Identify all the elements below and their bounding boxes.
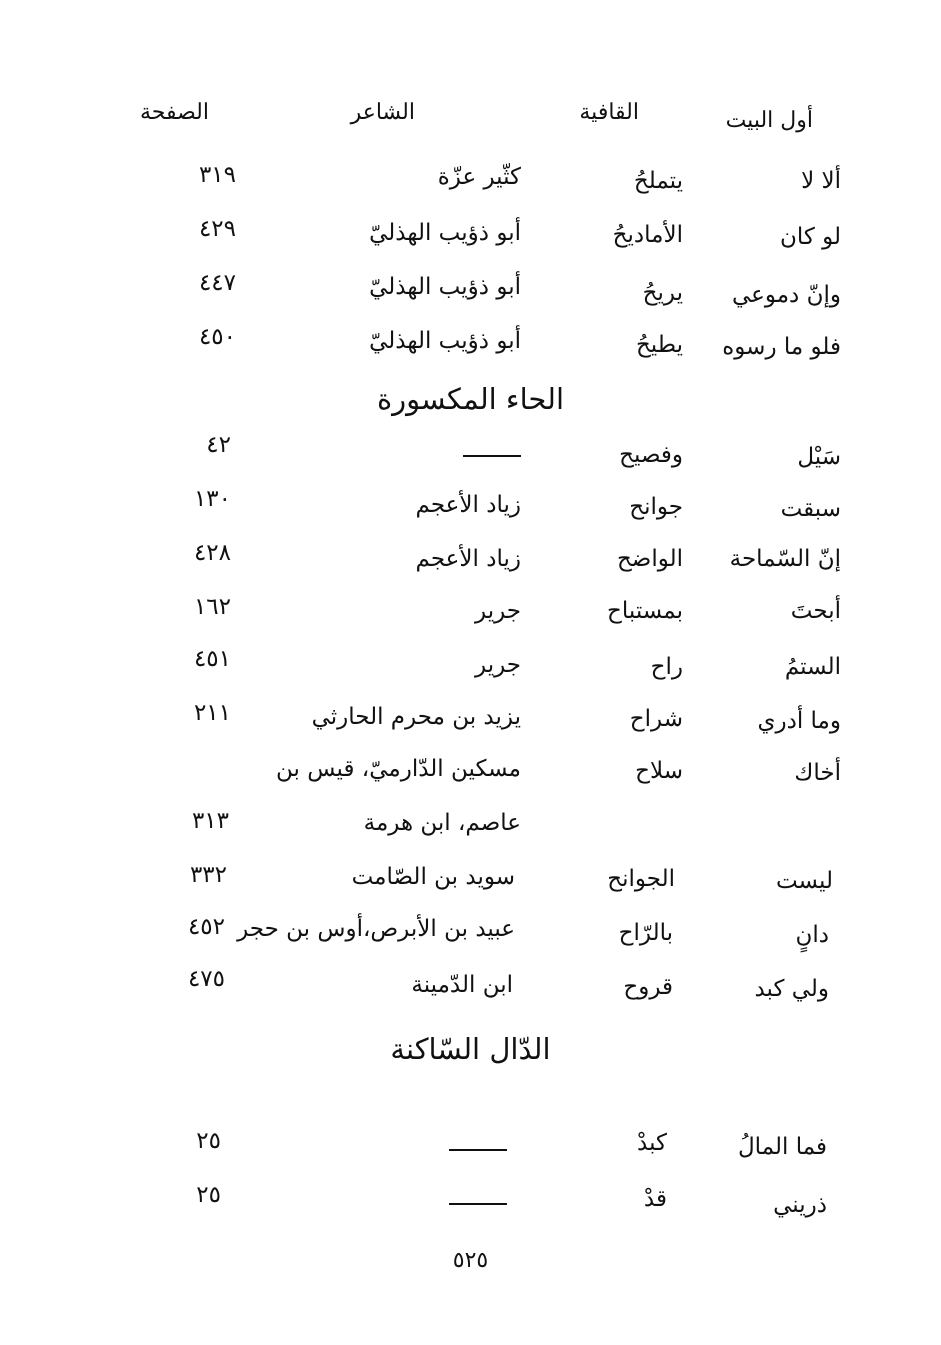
- row-rhyme: بمستباح: [607, 598, 683, 624]
- row-poet: [449, 1136, 507, 1162]
- row-poet: أبو ذؤيب الهذليّ: [369, 274, 521, 300]
- row-rhyme: الجوانح: [607, 866, 675, 892]
- row-poet: أبو ذؤيب الهذليّ: [369, 328, 521, 354]
- row-page: ٤٢٨: [193, 540, 231, 566]
- row-poet: عاصم، ابن هرمة: [363, 810, 521, 836]
- row-page: ٣٣٢: [189, 862, 227, 888]
- row-poet: [463, 442, 521, 468]
- row-page: ٢١١: [193, 700, 231, 726]
- section-heading: الحاء المكسورة: [376, 382, 565, 416]
- row-rhyme: يريحُ: [642, 280, 683, 306]
- section-heading: الدّال السّاكنة: [390, 1032, 551, 1066]
- row-page: ٤٢: [206, 432, 231, 458]
- row-poet: أبو ذؤيب الهذليّ: [369, 220, 521, 246]
- row-first-line: ولي كبد: [754, 976, 829, 1002]
- row-first-line: وما أدري: [757, 708, 841, 734]
- row-poet: جرير: [475, 598, 521, 624]
- row-page: ٤٥١: [193, 646, 231, 672]
- row-first-line: سبقت: [780, 496, 841, 522]
- row-rhyme: بالرّاح: [618, 920, 673, 946]
- header-first-line: أول البيت: [725, 108, 813, 133]
- row-poet: مسكين الدّارميّ، قيس بن: [276, 756, 521, 782]
- header-poet: الشاعر: [350, 100, 415, 125]
- row-first-line: دانٍ: [795, 922, 829, 948]
- row-page: ٤٥٠: [198, 324, 236, 350]
- row-rhyme: الواضح: [616, 546, 683, 572]
- row-first-line: ألا لا: [801, 168, 841, 194]
- row-page: ٤٥٢: [187, 914, 225, 940]
- row-rhyme: قدْ: [643, 1186, 667, 1212]
- row-poet: جرير: [475, 652, 521, 678]
- row-rhyme: الأماديحُ: [612, 222, 683, 248]
- row-page: ٣١٩: [198, 162, 236, 188]
- row-poet: سويد بن الصّامت: [351, 864, 515, 890]
- row-page: ١٦٢: [193, 594, 231, 620]
- row-first-line: ذريني: [773, 1192, 827, 1218]
- page-number: ٥٢٥: [452, 1248, 489, 1273]
- row-first-line: لو كان: [779, 224, 841, 250]
- row-first-line: سَيْل: [797, 444, 841, 470]
- row-first-line: أخاك: [794, 760, 841, 786]
- empty-dash: [449, 1203, 507, 1205]
- row-first-line: فما المالُ: [737, 1134, 827, 1160]
- row-page: ٤٤٧: [198, 270, 236, 296]
- row-first-line: أبحتَ: [790, 598, 841, 624]
- header-page: الصفحة: [139, 100, 209, 125]
- row-rhyme: يطيحُ: [635, 332, 683, 358]
- row-first-line: ليست: [775, 868, 833, 894]
- header-rhyme: القافية: [579, 100, 639, 125]
- row-rhyme: كبدْ: [637, 1130, 667, 1156]
- row-rhyme: جوانح: [629, 494, 683, 520]
- row-poet: زياد الأعجم: [415, 492, 521, 518]
- row-page: ٢٥: [196, 1128, 221, 1154]
- row-poet: يزيد بن محرم الحارثي: [311, 704, 521, 730]
- row-rhyme: شراح: [629, 706, 683, 732]
- empty-dash: [449, 1149, 507, 1151]
- empty-dash: [463, 455, 521, 457]
- row-page: ١٣٠: [193, 486, 231, 512]
- row-poet: كثّير عزّة: [437, 164, 521, 190]
- row-poet: [449, 1190, 507, 1216]
- row-page: ٢٥: [196, 1182, 221, 1208]
- row-page: ٤٢٩: [198, 216, 236, 242]
- row-first-line: وإنّ دموعي: [731, 282, 841, 308]
- row-poet: عبيد بن الأبرص،أوس بن حجر: [237, 916, 515, 942]
- row-page: ٣١٣: [191, 808, 229, 834]
- row-first-line: إنّ السّماحة: [729, 546, 841, 572]
- row-rhyme: قروح: [623, 974, 673, 1000]
- row-rhyme: سلاح: [635, 758, 683, 784]
- row-rhyme: يتملحُ: [633, 168, 683, 194]
- row-rhyme: راح: [650, 654, 683, 680]
- row-rhyme: وفصيح: [619, 442, 683, 468]
- row-first-line: فلو ما رسوه: [722, 334, 841, 360]
- row-poet: ابن الدّمينة: [411, 972, 513, 998]
- row-poet: زياد الأعجم: [415, 546, 521, 572]
- row-page: ٤٧٥: [187, 966, 225, 992]
- row-first-line: الستمُ: [784, 654, 841, 680]
